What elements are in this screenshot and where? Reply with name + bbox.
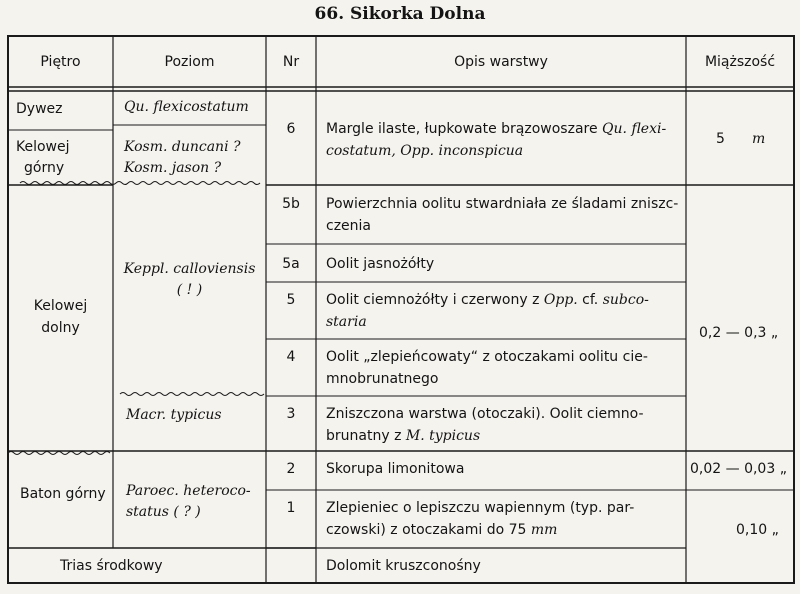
stage-kelowej-gorny-1: Kelowej: [16, 139, 70, 155]
desc-1-line1: Zlepieniec o lepiszczu wapiennym (typ. par-: [326, 500, 635, 516]
desc-5-text: Oolit ciemnożółty i czerwony z: [326, 292, 544, 308]
thickness-1: 0,10 „: [736, 522, 779, 538]
level-keppl-calloviensis: Keppl. calloviensis: [123, 261, 256, 277]
level-paroec-1: Paroec. heteroco-: [126, 483, 251, 499]
level-qu-flexicostatum: Qu. flexicostatum: [124, 99, 249, 115]
level-kosm-jason: Kosm. jason ?: [124, 160, 222, 176]
desc-5-cf: cf.: [577, 292, 603, 308]
desc-trias: Dolomit kruszconośny: [326, 558, 481, 574]
desc-3-text: brunatny z: [326, 428, 406, 444]
stage-kelowej-gorny-2: górny: [24, 160, 65, 176]
thickness-6-value: 5: [716, 131, 725, 147]
nr-6: 6: [286, 121, 296, 137]
header-miazszosc: Miąższość: [704, 54, 776, 70]
desc-6-text: Margle ilaste, łupkowate brązowoszare: [326, 121, 603, 137]
nr-5b: 5b: [282, 196, 300, 212]
desc-5b-line1: Powierzchnia oolitu stwardniała ze śladami zniszc-: [326, 196, 679, 212]
desc-5-species: subco-: [602, 292, 649, 308]
thickness-dolny: 0,2 — 0,3 „: [699, 325, 779, 341]
desc-3-taxon: M. typicus: [405, 428, 481, 444]
desc-4-line2: mnobrunatnego: [326, 371, 439, 387]
desc-3-line1: Zniszczona warstwa (otoczaki). Oolit ciemno-: [326, 406, 644, 422]
desc-5-line2: staria: [326, 314, 367, 330]
desc-3-line2: [326, 425, 480, 447]
level-paroec-2: status ( ? ): [126, 504, 201, 520]
nr-5a: 5a: [282, 256, 300, 272]
level-keppl-exclaim: ( ! ): [176, 282, 203, 298]
thickness-6-unit: m: [752, 131, 766, 147]
nr-5: 5: [286, 292, 296, 308]
desc-5-line1: [326, 289, 649, 311]
nr-4: 4: [286, 349, 296, 365]
desc-1-unit: mm: [530, 522, 558, 538]
desc-4-line1: Oolit „zlepieńcowaty“ z otoczakami oolitu cie-: [326, 349, 648, 365]
desc-6-taxon: Qu. flexi-: [602, 121, 667, 137]
desc-1-text: czowski) z otoczakami do 75: [326, 522, 531, 538]
desc-5a-line1: Oolit jasnożółty: [326, 256, 435, 272]
desc-6-line1: [326, 118, 666, 140]
nr-3: 3: [286, 406, 296, 422]
level-kosm-duncani: Kosm. duncani ?: [124, 139, 241, 155]
stage-baton-gorny: Baton górny: [20, 486, 106, 502]
stage-kelowej-dolny-2: dolny: [41, 320, 80, 336]
header-pietro: Piętro: [40, 54, 81, 70]
nr-2: 2: [286, 461, 296, 477]
level-macr-typicus: Macr. typicus: [126, 407, 222, 423]
desc-1-line2: [326, 519, 557, 541]
stage-dywez: Dywez: [16, 101, 63, 117]
stage-trias: Trias środkowy: [60, 558, 163, 574]
header-nr: Nr: [282, 54, 300, 70]
stage-kelowej-dolny-1: Kelowej: [33, 298, 88, 314]
header-poziom: Poziom: [164, 54, 215, 70]
desc-5-genus: Opp.: [543, 292, 578, 308]
page-title: 66. Sikorka Dolna: [314, 4, 486, 24]
desc-6-line2: costatum, Opp. inconspicua: [326, 143, 524, 159]
desc-2-line1: Skorupa limonitowa: [326, 461, 465, 477]
header-opis: Opis warstwy: [454, 54, 548, 70]
nr-1: 1: [286, 500, 296, 516]
thickness-2: 0,02 — 0,03 „: [690, 461, 787, 477]
desc-5b-line2: czenia: [326, 218, 372, 234]
